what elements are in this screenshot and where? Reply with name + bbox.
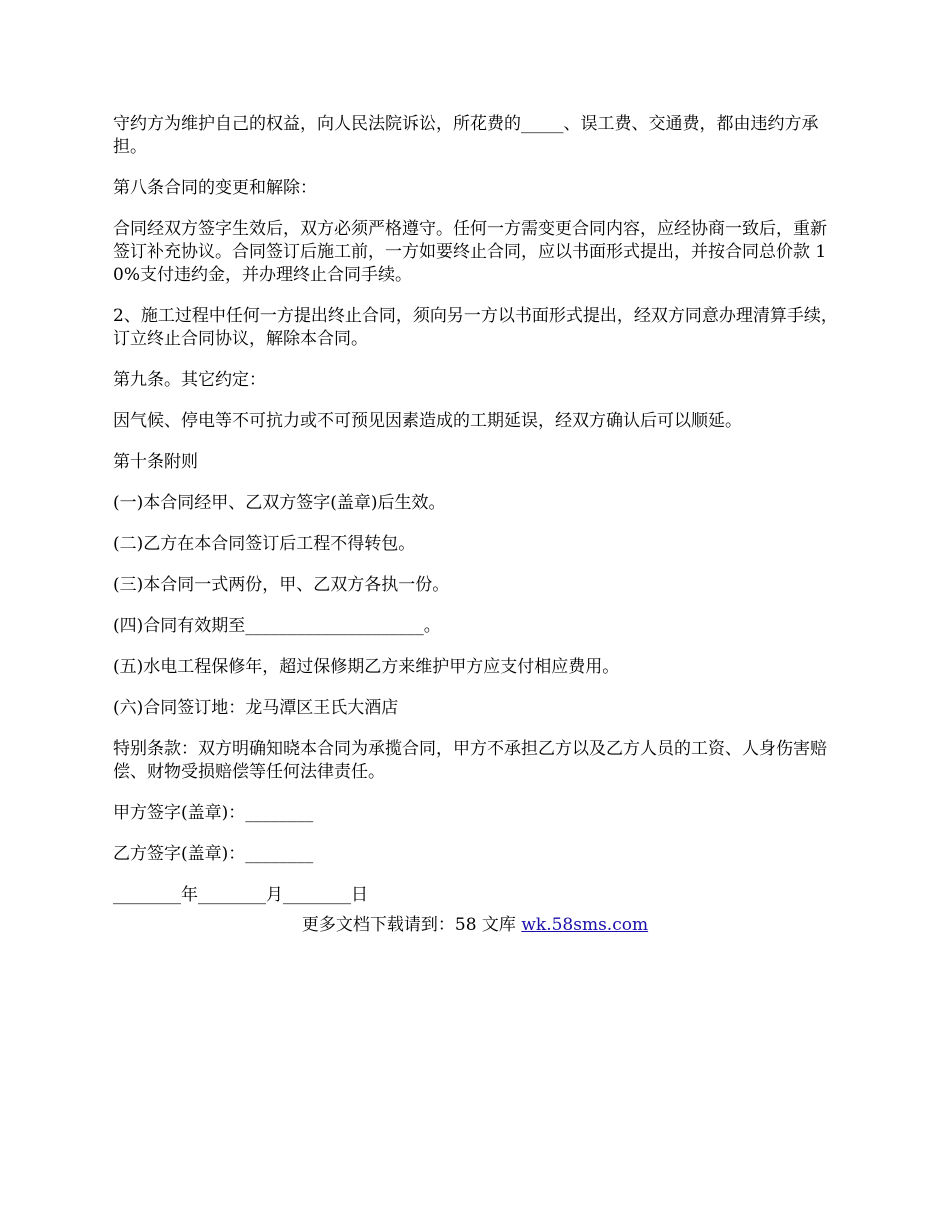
clause-item-1: (一)本合同经甲、乙双方签字(盖章)后生效。 <box>113 493 446 513</box>
date-line: ________年________月________日 <box>113 885 368 905</box>
paragraph-litigation-costs: 守约方为维护自己的权益，向人民法院诉讼，所花费的_____、误工费、交通费，都由违约方承担。 <box>113 114 819 157</box>
party-b-signature-line: 乙方签字(盖章)：________ <box>113 844 314 864</box>
document-body <box>113 113 839 925</box>
heading-article-10: 第十条附则 <box>113 452 198 472</box>
paragraph-contract-change: 合同经双方签字生效后，双方必须严格遵守。任何一方需变更合同内容，应经协商一致后，重新签订补充协议。合同签订后施工前，一方如要终止合同，应以书面形式提出，并按合同总价款 10%支付违约金，并办理终止合同手续。 <box>113 219 827 285</box>
clause-item-2: (二)乙方在本合同签订后工程不得转包。 <box>113 534 416 554</box>
paragraph-special-terms: 特别条款：双方明确知晓本合同为承揽合同，甲方不承担乙方以及乙方人员的工资、人身伤害赔偿、财物受损赔偿等任何法律责任。 <box>113 739 827 782</box>
footer-text: 更多文档下载请到：58 文库 <box>301 915 522 935</box>
party-a-signature-line: 甲方签字(盖章)：________ <box>113 803 314 823</box>
heading-article-9: 第九条。其它约定： <box>113 370 266 390</box>
footer-download-note <box>0 914 950 937</box>
paragraph-force-majeure: 因气候、停电等不可抗力或不可预见因素造成的工期延误，经双方确认后可以顺延。 <box>113 411 742 431</box>
footer-site-link[interactable]: wk.58sms.com <box>521 915 649 935</box>
paragraph-termination-during-construction: 2、施工过程中任何一方提出终止合同，须向另一方以书面形式提出，经双方同意办理清算手续，订立终止合同协议，解除本合同。 <box>113 306 838 349</box>
clause-item-5: (五)水电工程保修年，超过保修期乙方来维护甲方应支付相应费用。 <box>113 657 620 677</box>
heading-article-8: 第八条合同的变更和解除： <box>113 178 317 198</box>
clause-item-4: (四)合同有效期至_____________________。 <box>113 616 441 636</box>
clause-item-6: (六)合同签订地：龙马潭区王氏大酒店 <box>113 698 399 718</box>
clause-item-3: (三)本合同一式两份，甲、乙双方各执一份。 <box>113 575 450 595</box>
